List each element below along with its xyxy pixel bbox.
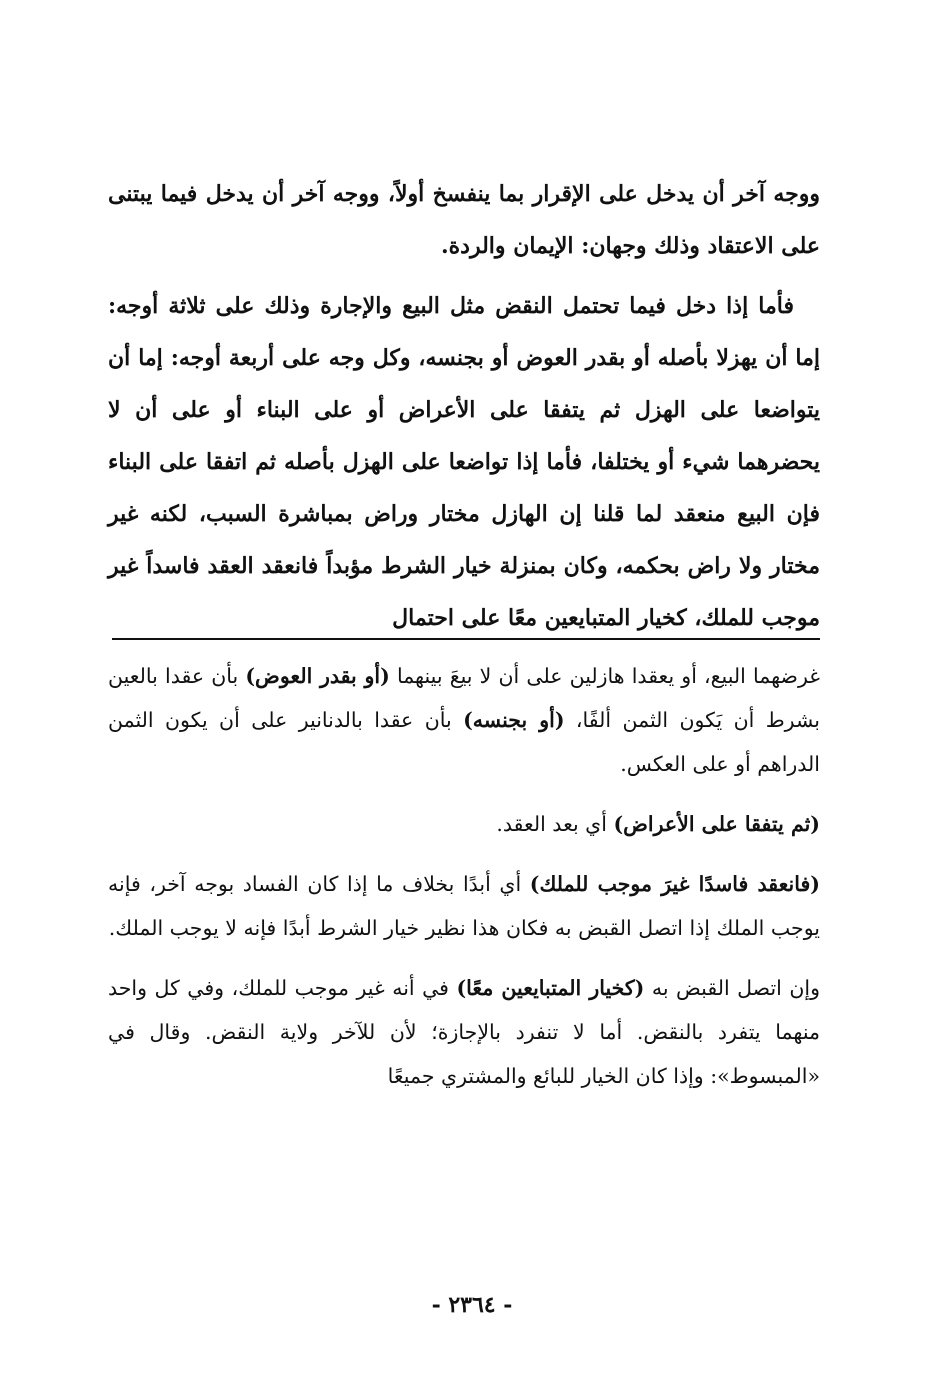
main-paragraph-1: ووجه آخر أن يدخل على الإقرار بما ينفسخ أولاً، ووجه آخر أن يدخل فيما يبتنى على الاعتقاد وذلك وجهان: الإيمان والردة. xyxy=(108,181,820,259)
commentary-paragraph-3 xyxy=(108,862,820,950)
main-paragraph-2 xyxy=(108,280,820,644)
commentary-text: في أنه غير موجب للملك، وفي كل واحد منهما يتفرد بالنقض. أما لا تنفرد بالإجازة؛ لأن للآخر ولاية النقض. وقال في «المبسوط»: وإذا كان الخيار للبائع والمشتري جميعًا xyxy=(108,976,820,1088)
commentary-text: غرضهما البيع، أو يعقدا هازلين على أن لا بيعَ بينهما xyxy=(389,664,820,688)
quoted-phrase: (أو بجنسه) xyxy=(463,708,565,732)
commentary-paragraph-1 xyxy=(108,654,820,786)
commentary-paragraph-2 xyxy=(108,802,820,846)
page-number: - ٢٣٦٤ - xyxy=(431,1292,513,1318)
commentary-text: وإن اتصل القبض به xyxy=(644,976,820,1000)
commentary-text: أي أبدًا بخلاف ما إذا كان الفساد بوجه آخر، فإنه يوجب الملك إذا اتصل القبض به فكان هذا نظير خيار الشرط أبدًا فإنه لا يوجب الملك. xyxy=(108,872,820,940)
quoted-phrase: (ثم يتفقا على الأعراض) xyxy=(613,812,820,836)
footnote-separator-rule xyxy=(112,638,820,640)
main-text-block xyxy=(108,168,820,644)
quoted-phrase: (كخيار المتبايعين معًا) xyxy=(456,976,645,1000)
commentary-text: بأن عقدا بالعين بشرط أن يَكون الثمن ألفًا، xyxy=(108,664,820,732)
main-paragraph-2-text: فأما إذا دخل فيما تحتمل النقض مثل البيع والإجارة وذلك على ثلاثة أوجه: إما أن يهزلا بأصله أو بقدر العوض أو بجنسه، وكل وجه على أربعة أوجه: إما أن يتواضعا على الهزل ثم يتفقا على الأعراض أو على البناء أو على أن لا يحضرهما شيء أو يختلفا، فأما إذا تواضعا على الهزل بأصله ثم اتفقا على البناء فإن البيع منعقد لما قلنا إن الهازل مختار وراض بمباشرة السبب، لكنه غير مختار ولا راض بحكمه، وكان بمنزلة خيار الشرط مؤبداً فانعقد العقد فاسداً غير موجب للملك، كخيار المتبايعين معًا على احتمال xyxy=(108,293,820,631)
quoted-phrase: (أو بقدر العوض) xyxy=(245,664,390,688)
commentary-paragraph-4 xyxy=(108,966,820,1098)
commentary-text: بأن عقدا بالدنانير على أن يكون الثمن الدراهم أو على العكس. xyxy=(108,708,820,776)
commentary-block xyxy=(108,654,820,1114)
commentary-text: أي بعد العقد. xyxy=(496,812,614,836)
quoted-phrase: (فانعقد فاسدًا غيرَ موجب للملك) xyxy=(529,872,820,896)
